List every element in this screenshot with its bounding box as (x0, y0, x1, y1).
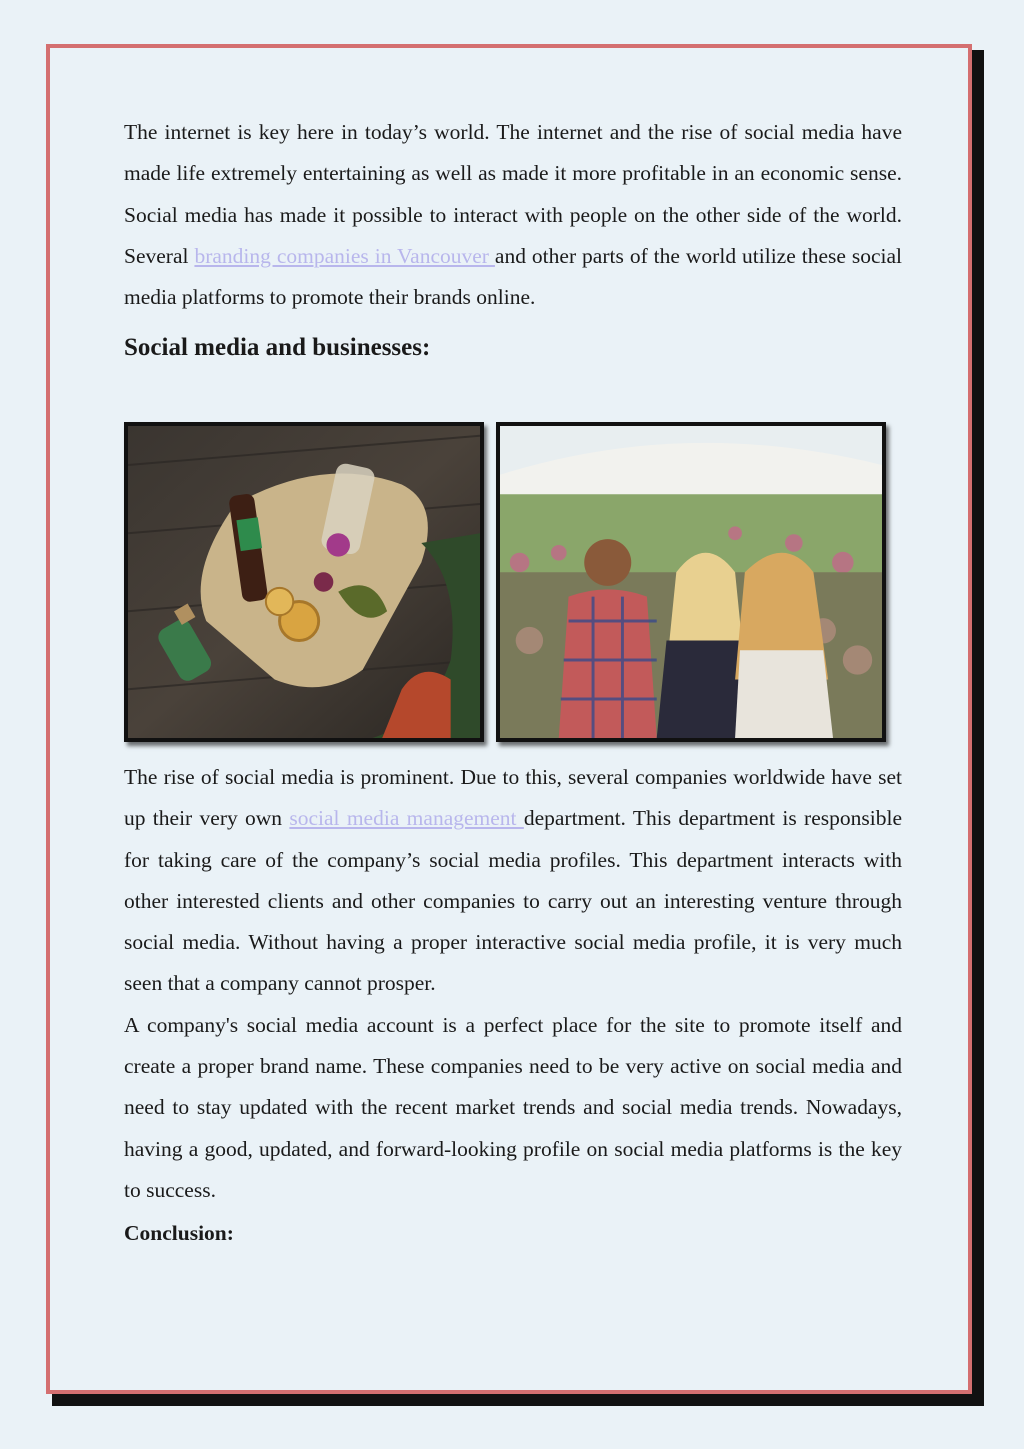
document-content (124, 112, 902, 364)
management-text-end: department. This department is responsible for taking care of the company’s social media profiles. This department interacts with other interested clients and other companies to carry out an interesting venture through social media. Without having a proper interactive social media profile, it is very much seen that a company cannot prosper. (124, 806, 902, 996)
product-flatlay-photo (124, 422, 484, 742)
branding-companies-link[interactable]: branding companies in Vancouver (194, 243, 495, 268)
social-media-management-link[interactable]: social media management (289, 806, 524, 831)
management-paragraph (124, 757, 902, 1005)
document-content-lower (124, 757, 902, 1247)
management-text: The rise of social media is prominent. Due to this, several companies worldwide have set up their very own (124, 765, 902, 831)
festival-crowd-photo (496, 422, 886, 742)
conclusion-heading: Conclusion: (124, 1221, 234, 1246)
account-paragraph: A company's social media account is a perfect place for the site to promote itself and create a proper brand name. These companies need to be very active on social media and need to stay updated with the recent market trends and social media trends. Nowadays, having a good, updated, and forward-looking profile on social media platforms is the key to success. (124, 1012, 902, 1202)
intro-paragraph (124, 112, 902, 318)
image-row (124, 422, 894, 748)
intro-text-end: and other parts of the world utilize these social media platforms to promote their brands online. (124, 243, 903, 310)
section-heading: Social media and businesses: (124, 334, 431, 362)
intro-text: The internet is key here in today’s world. The internet and the rise of social media have made life extremely entertaining as well as made it more profitable in an economic sense. Social media has made it possible to interact with people on the other side of the world. Several (124, 120, 902, 268)
